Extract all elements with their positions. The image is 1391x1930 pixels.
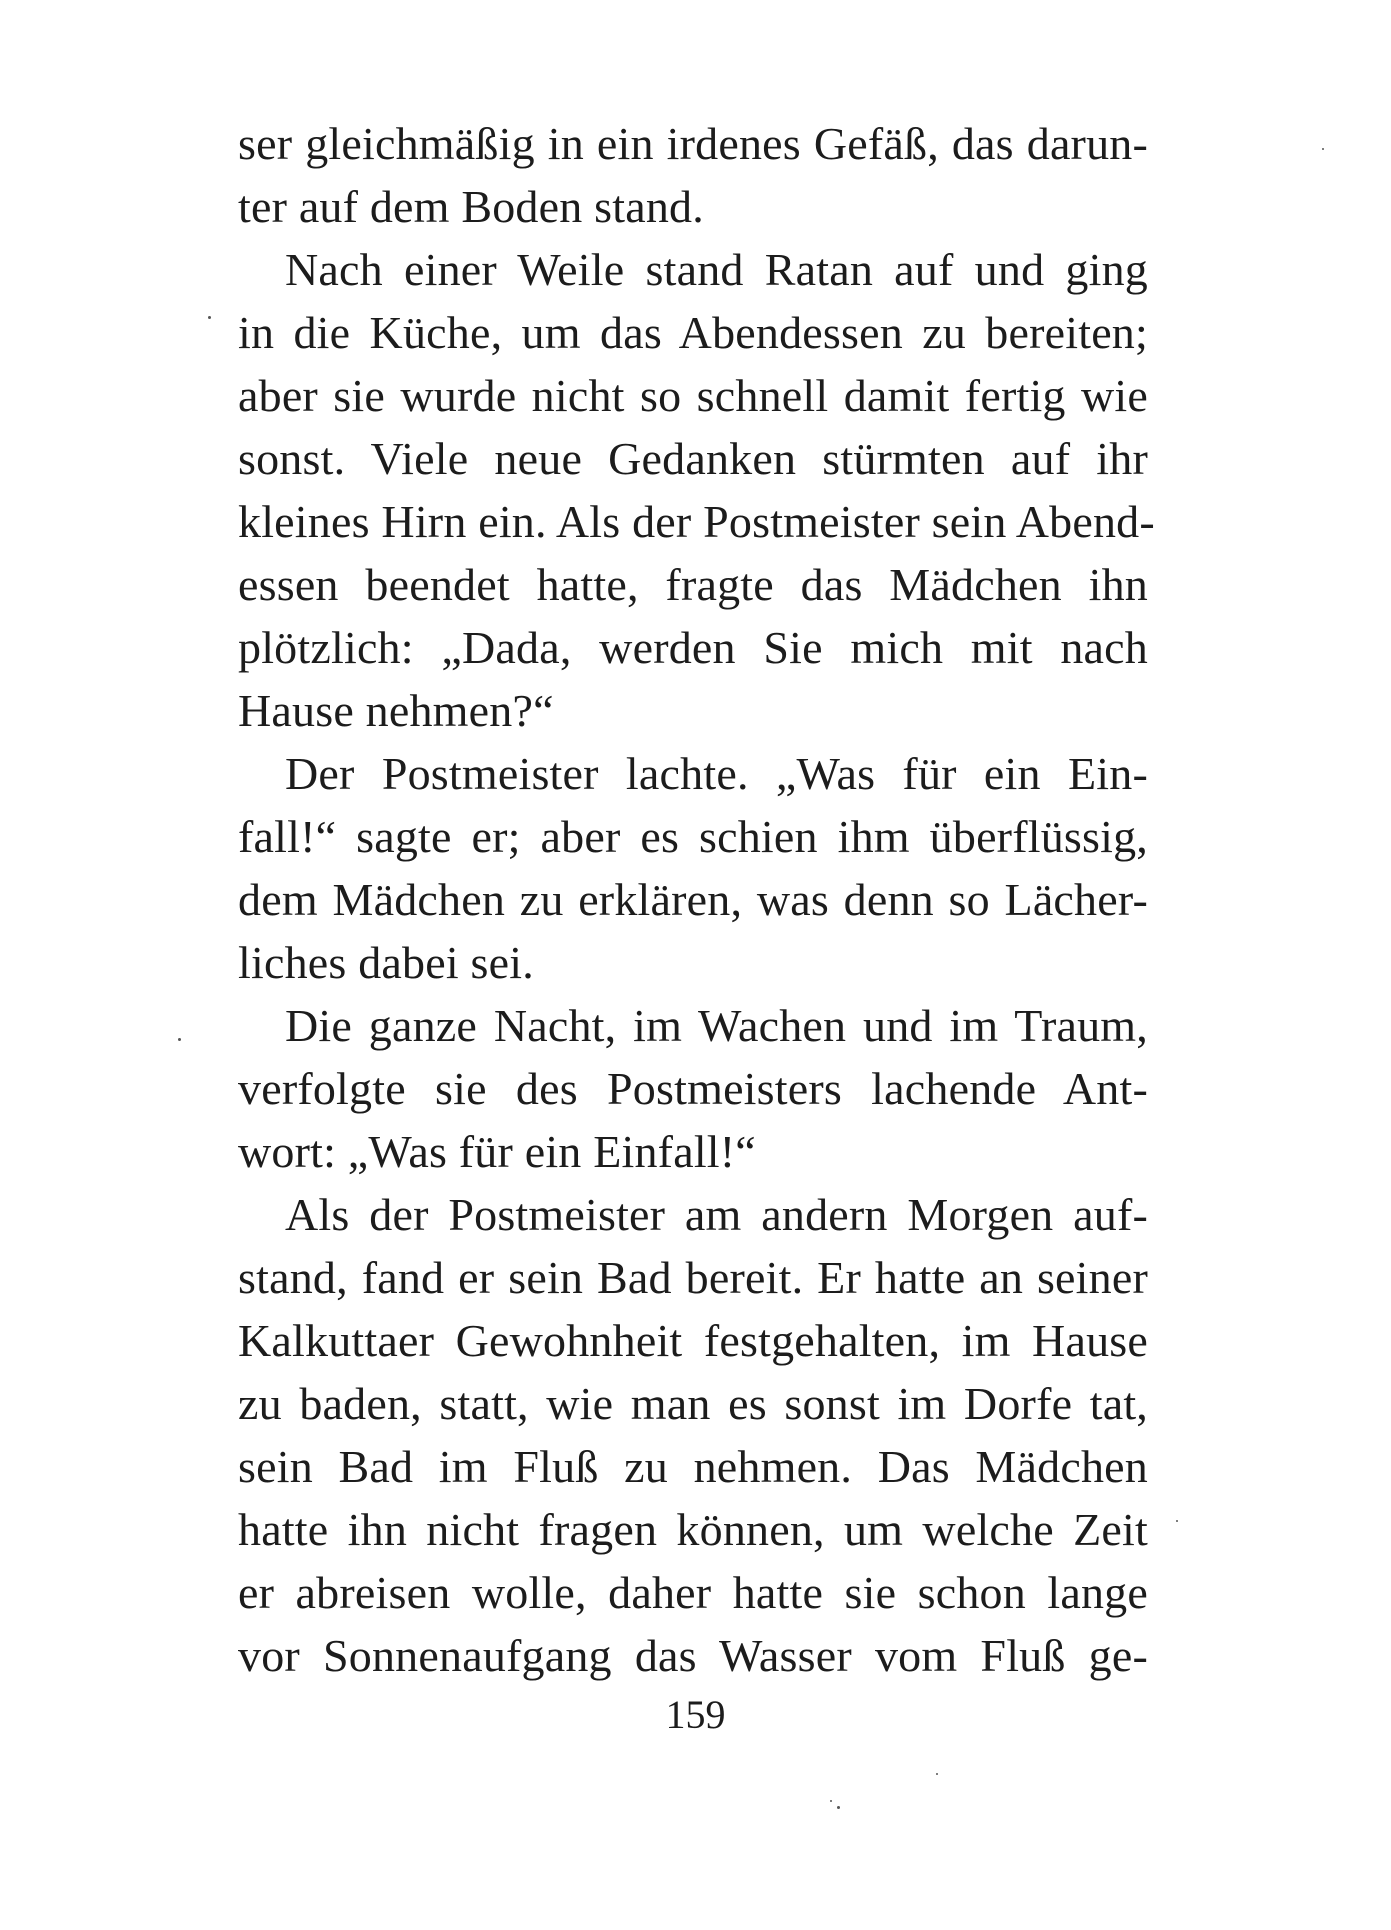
text-line: Nach einer Weile stand Ratan auf und ging: [285, 244, 1148, 295]
text-line: dem Mädchen zu erklären, was denn so Lächer-: [238, 874, 1148, 925]
text-line: fall!“ sagte er; aber es schien ihm überflüssig,: [238, 811, 1148, 862]
text-line: verfolgte sie des Postmeisters lachende Ant-: [238, 1063, 1148, 1114]
text-line: er abreisen wolle, daher hatte sie schon lange: [238, 1567, 1148, 1618]
body-text: [238, 112, 1155, 1687]
text-line: Kalkuttaer Gewohnheit festgehalten, im Hause: [238, 1315, 1148, 1366]
text-line: liches dabei sei.: [238, 937, 534, 988]
text-line: Die ganze Nacht, im Wachen und im Traum,: [285, 1000, 1148, 1051]
paper-speck: [208, 316, 211, 319]
text-line: kleines Hirn ein. Als der Postmeister sein Abend-: [238, 496, 1155, 547]
paper-speck: [1176, 1520, 1178, 1522]
text-line: stand, fand er sein Bad bereit. Er hatte an seiner: [238, 1252, 1148, 1303]
text-line: ser gleichmäßig in ein irdenes Gefäß, das darun-: [238, 118, 1148, 169]
text-line: vor Sonnenaufgang das Wasser vom Fluß ge-: [238, 1630, 1148, 1681]
paper-speck: [837, 1806, 840, 1809]
paper-speck: [178, 1038, 181, 1041]
text-line: plötzlich: „Dada, werden Sie mich mit nach: [238, 622, 1148, 673]
text-line: essen beendet hatte, fragte das Mädchen ihn: [238, 559, 1148, 610]
text-line: ter auf dem Boden stand.: [238, 181, 704, 232]
paper-speck: [830, 1800, 832, 1802]
paper-speck: [1322, 148, 1324, 150]
text-line: zu baden, statt, wie man es sonst im Dorfe tat,: [238, 1378, 1148, 1429]
text-line: aber sie wurde nicht so schnell damit fertig wie: [238, 370, 1148, 421]
text-line: sein Bad im Fluß zu nehmen. Das Mädchen: [238, 1441, 1148, 1492]
text-line: in die Küche, um das Abendessen zu bereiten;: [238, 307, 1148, 358]
text-line: hatte ihn nicht fragen können, um welche Zeit: [238, 1504, 1148, 1555]
text-line: Als der Postmeister am andern Morgen auf-: [285, 1189, 1148, 1240]
page-number: 159: [665, 1692, 726, 1737]
paper-speck: [936, 1773, 938, 1775]
text-line: sonst. Viele neue Gedanken stürmten auf ihr: [238, 433, 1148, 484]
text-line: Der Postmeister lachte. „Was für ein Ein-: [285, 748, 1148, 799]
text-line: wort: „Was für ein Einfall!“: [238, 1126, 756, 1177]
text-line: Hause nehmen?“: [238, 685, 554, 736]
